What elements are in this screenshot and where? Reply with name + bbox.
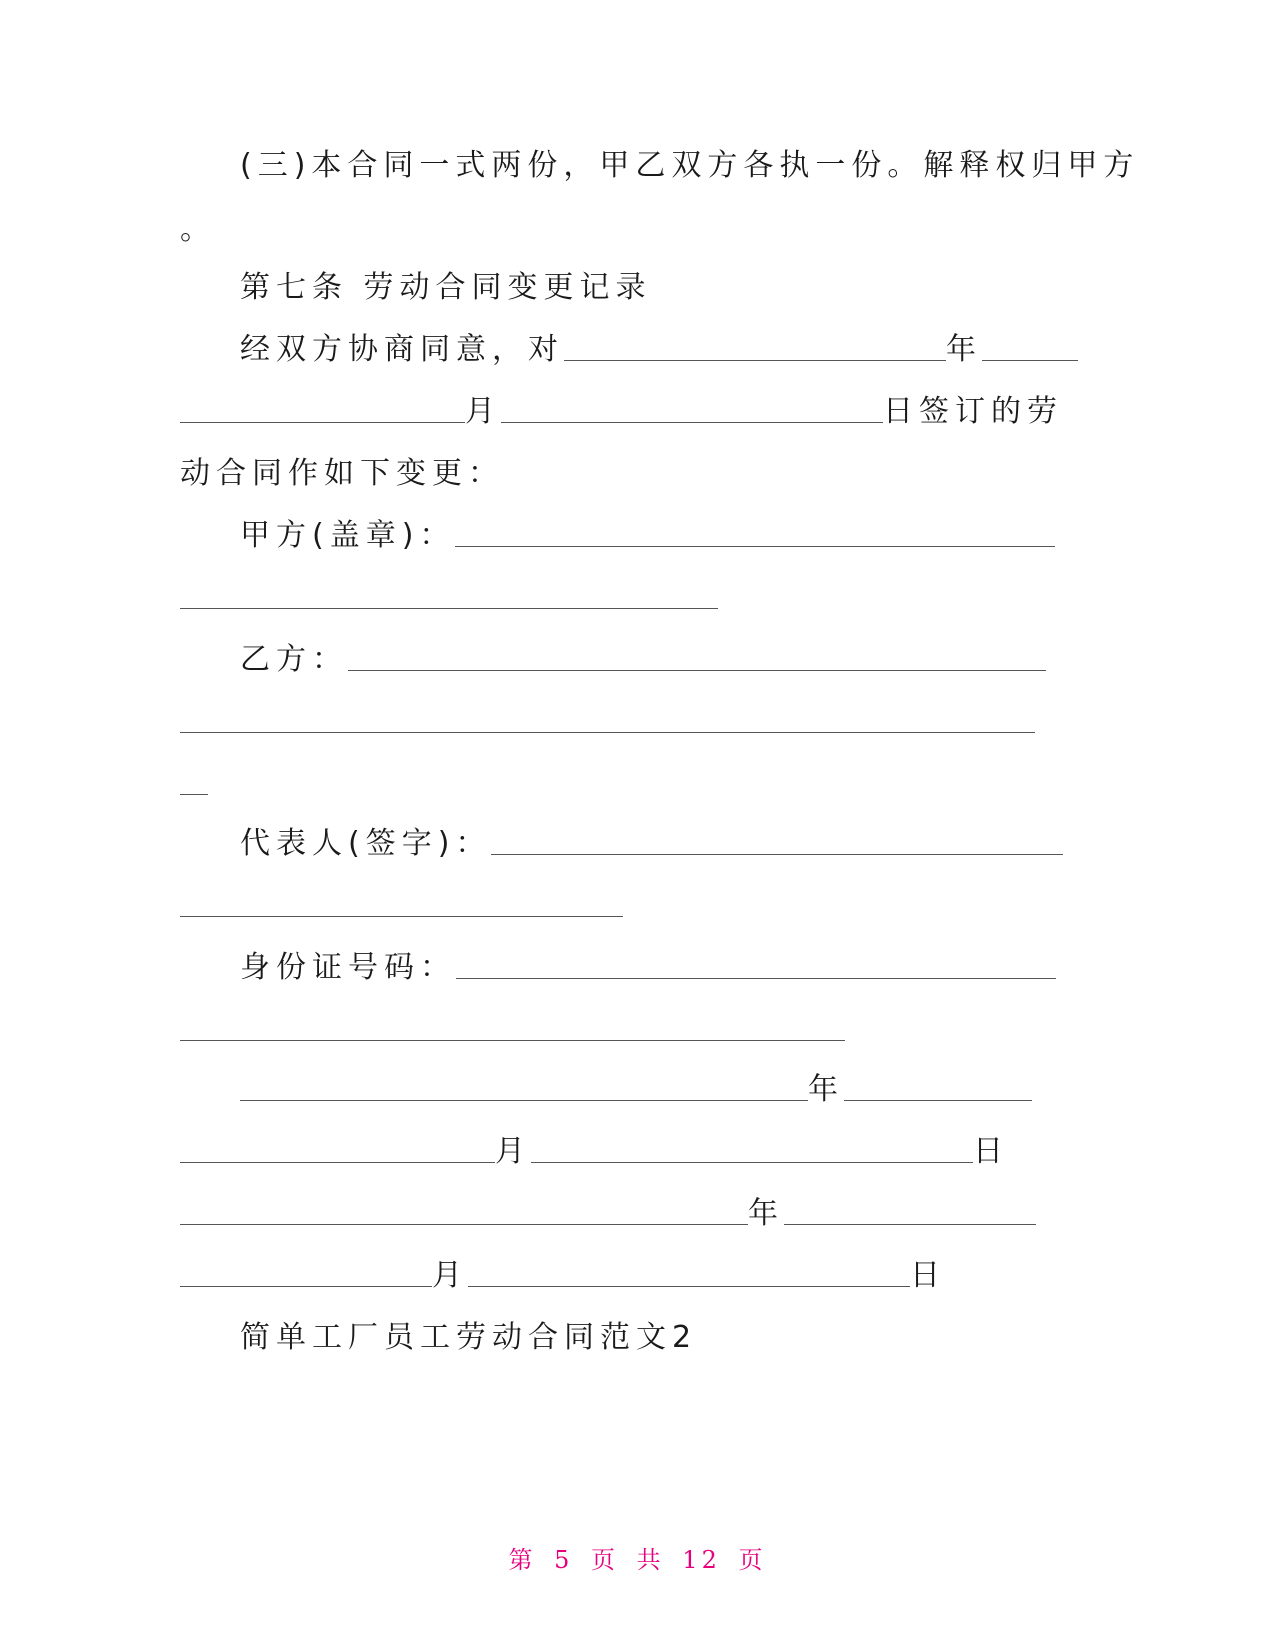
change-intro-line <box>240 330 1078 370</box>
day-signed-text: 日签订的劳 <box>883 394 1063 429</box>
year-label: 年 <box>748 1196 784 1231</box>
blank-line <box>844 1100 1032 1101</box>
next-contract-title-text: 简单工厂员工劳动合同范文2 <box>240 1320 698 1355</box>
blank-line <box>784 1224 1036 1225</box>
month-label: 月 <box>432 1258 468 1293</box>
year-label: 年 <box>808 1072 844 1107</box>
party-b-label: 乙方： <box>240 642 348 677</box>
page-number-footer: 第 5 页 共 12 页 <box>508 1546 767 1574</box>
id-number-blank-cont <box>180 1040 845 1041</box>
article-7-title <box>240 268 652 308</box>
blank-line <box>180 1224 748 1225</box>
day-label: 日 <box>910 1258 946 1293</box>
change-intro-text: 经双方协商同意，对 <box>240 332 564 367</box>
article-7-title-text: 第七条 劳动合同变更记录 <box>240 270 652 305</box>
blank-line <box>564 360 946 361</box>
party-b-blank-cont <box>180 732 1035 733</box>
year-label: 年 <box>946 332 982 367</box>
clause-3-tail <box>180 210 216 250</box>
party-b-blank-cont-2 <box>180 794 208 795</box>
party-a-blank-cont <box>180 608 718 609</box>
id-number-blank <box>456 978 1056 979</box>
id-number-line <box>240 948 1056 988</box>
month-label: 月 <box>465 394 501 429</box>
date-1-month-line <box>180 1132 1009 1172</box>
party-b-line <box>240 640 1046 680</box>
party-a-label: 甲方(盖章)： <box>240 518 456 553</box>
representative-blank-cont <box>180 916 623 917</box>
blank-line <box>180 1286 432 1287</box>
blank-line <box>180 1162 495 1163</box>
clause-3-text: (三)本合同一式两份，甲乙双方各执一份。解释权归甲方 <box>240 148 1140 183</box>
change-intro-continuation <box>180 454 504 494</box>
party-a-blank <box>455 546 1055 547</box>
blank-line <box>531 1162 973 1163</box>
representative-line <box>240 824 1063 864</box>
party-a-line <box>240 516 1055 556</box>
date-1-year-line <box>240 1070 1032 1110</box>
representative-blank <box>491 854 1063 855</box>
blank-line <box>240 1100 808 1101</box>
blank-line <box>468 1286 910 1287</box>
month-day-line <box>180 392 1063 432</box>
change-intro-cont-text: 动合同作如下变更： <box>180 456 504 491</box>
id-number-label: 身份证号码： <box>240 950 456 985</box>
representative-label: 代表人(签字)： <box>240 826 492 861</box>
clause-3-tail-text: 。 <box>180 212 216 247</box>
month-label: 月 <box>495 1134 531 1169</box>
date-2-year-line <box>180 1194 1036 1234</box>
day-label: 日 <box>973 1134 1009 1169</box>
blank-line <box>501 422 883 423</box>
blank-line <box>982 360 1078 361</box>
date-2-month-line <box>180 1256 946 1296</box>
blank-line <box>180 422 465 423</box>
party-b-blank <box>348 670 1046 671</box>
next-contract-title <box>240 1318 697 1358</box>
clause-3 <box>240 146 1139 186</box>
